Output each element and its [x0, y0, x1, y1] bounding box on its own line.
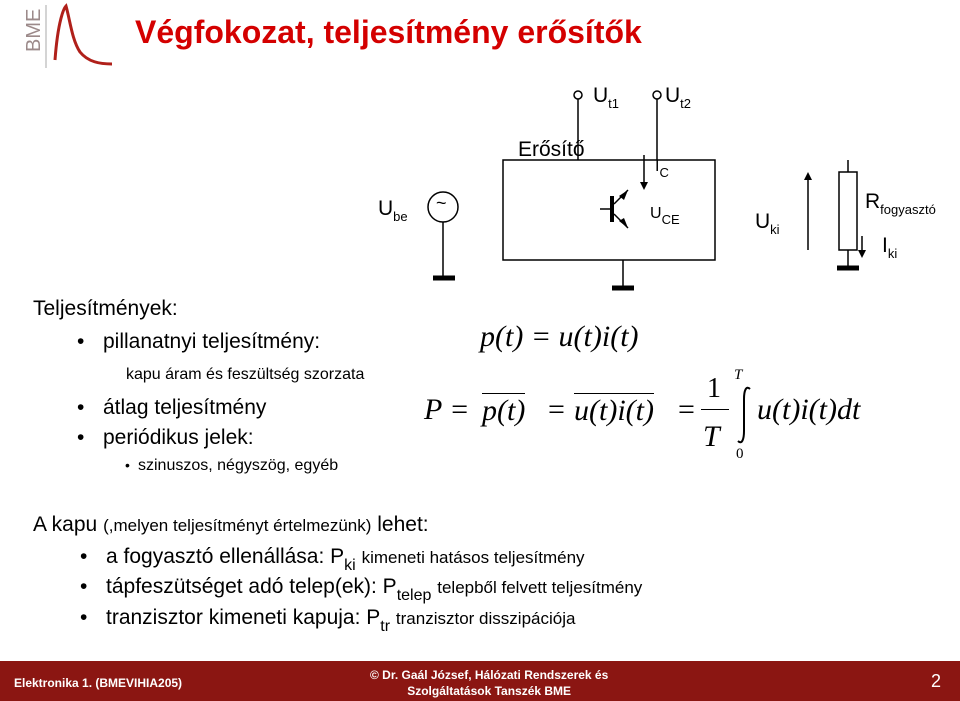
ut1-label: $U_{t1}$ — [593, 84, 620, 111]
integral-sign — [734, 385, 754, 445]
average-ui-term: u(t)i(t) — [574, 394, 654, 427]
average-p-term: p(t) — [482, 394, 526, 427]
port-intro: A kapu (,melyen teljesítményt értelmezünk) lehet: — [33, 513, 429, 536]
page-title: Végfokozat, teljesítmény erősítők — [135, 14, 642, 50]
fraction-numerator: 1 — [707, 373, 721, 404]
ac-source-symbol: ~ — [436, 193, 447, 213]
average-power-item: • átlag teljesítmény — [103, 396, 266, 420]
integrand: u(t)i(t)dt — [757, 393, 861, 426]
load-resistor-label: $R_{fogyasztó}$ — [865, 190, 936, 217]
uki-label: $U_{ki}$ — [755, 210, 780, 237]
instantaneous-power-note: kapu áram és feszültség szorzata — [126, 366, 365, 383]
ic-label: $I_C$ — [655, 158, 669, 180]
bme-logo-text: BME — [23, 8, 45, 52]
port-transistor-item: • tranzisztor kimeneti kapuja: $P_{tr}$ tranzisztor disszipációja — [106, 606, 575, 636]
integral-upper-limit: T — [734, 367, 743, 383]
port-load-item: • a fogyasztó ellenállása: $P_{ki}$ kimeneti hatásos teljesítmény — [106, 545, 585, 575]
equals-sign-1: = — [548, 393, 565, 426]
footer-author: © Dr. Gaál József, Hálózati Rendszerek és Szolgáltatások Tanszék BME — [370, 668, 609, 698]
fraction-denominator: T — [703, 420, 720, 453]
ube-label: $U_{be}$ — [378, 197, 408, 224]
average-power-P: P = — [424, 393, 470, 426]
fraction-bar — [701, 409, 729, 410]
periodic-signals-item: • periódikus jelek: — [103, 426, 254, 450]
uce-label: $U_{CE}$ — [650, 205, 680, 227]
equals-sign-2: = — [678, 393, 695, 426]
periodic-signal-types: • szinuszos, négyszög, egyéb — [138, 457, 338, 475]
page-number: 2 — [931, 671, 942, 691]
instantaneous-power-formula: p(t) = u(t)i(t) — [480, 320, 639, 353]
power-types-heading: Teljesítmények: — [33, 297, 178, 320]
instantaneous-power-item: • pillanatnyi teljesítmény: — [103, 330, 320, 354]
integral-lower-limit: 0 — [736, 446, 744, 462]
amplifier-circuit-diagram — [0, 0, 960, 300]
iki-label: $I_{ki}$ — [882, 234, 898, 261]
amplifier-label: Erősítő — [518, 138, 585, 161]
port-supply-item: • tápfeszütséget adó telep(ek): $P_{telep}$ telepből felvett teljesítmény — [106, 575, 642, 605]
footer-course: Elektronika 1. (BMEVIHIA205) — [14, 676, 183, 690]
ut2-label: $U_{t2}$ — [665, 84, 692, 111]
